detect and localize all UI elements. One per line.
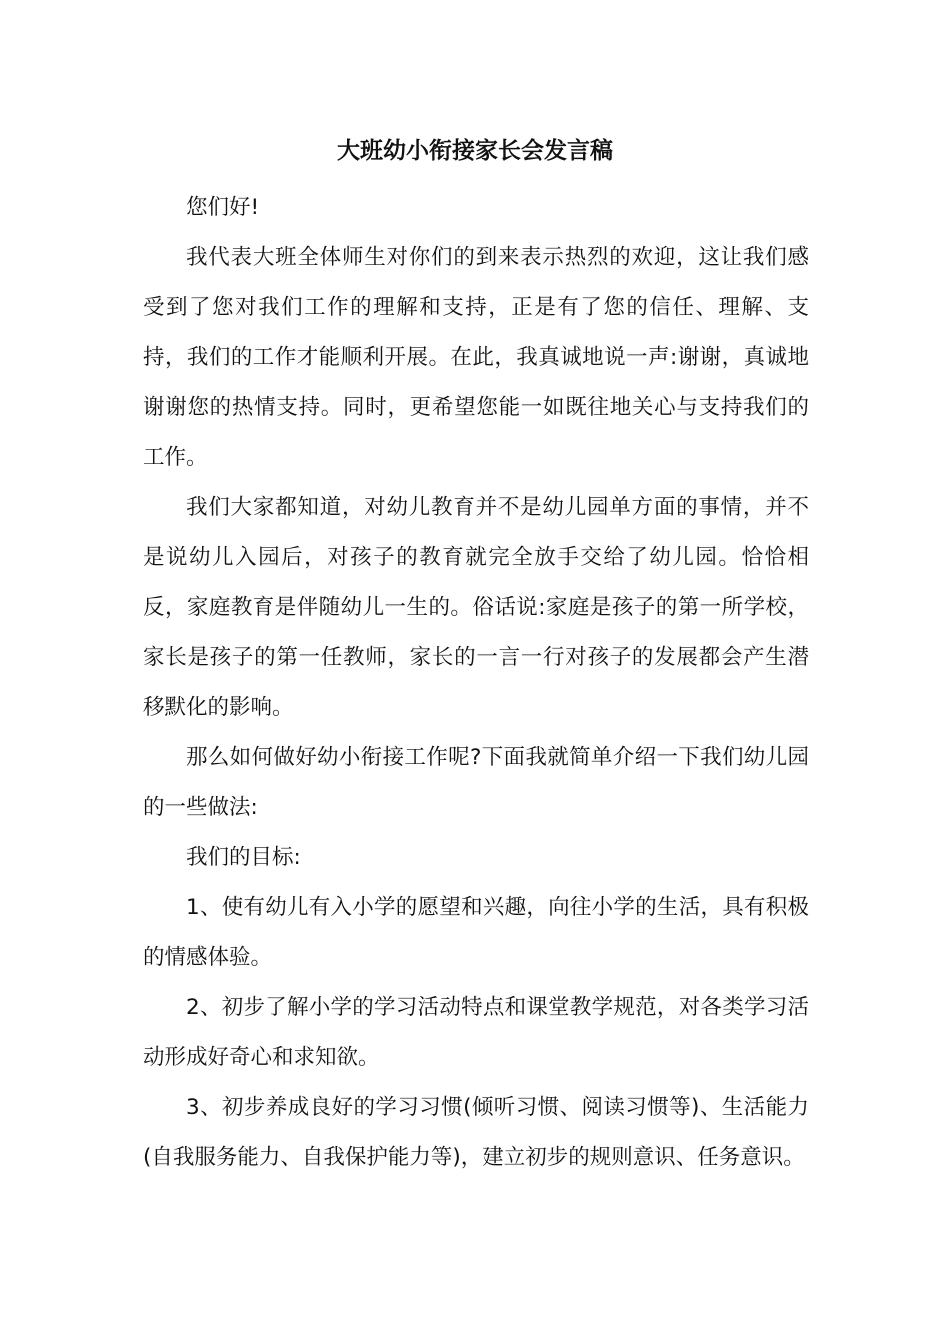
document-title: 大班幼小衔接家长会发言稿 [337, 138, 613, 164]
method-intro-paragraph: 那么如何做好幼小衔接工作呢?下面我就简单介绍一下我们幼儿园的一些做法: [143, 745, 809, 820]
welcome-paragraph: 我代表大班全体师生对你们的到来表示热烈的欢迎，这让我们感受到了您对我们工作的理解和支持，正是有了您的信任、理解、支持，我们的工作才能顺利开展。在此，我真诚地说一声:谢谢，真诚地谢谢您的热情支持。同时，更希望您能一如既往地关心与支持我们的工作。 [143, 245, 809, 470]
family-education-paragraph: 我们大家都知道，对幼儿教育并不是幼儿园单方面的事情，并不是说幼儿入园后，对孩子的教育就完全放手交给了幼儿园。恰恰相反，家庭教育是伴随幼儿一生的。俗话说:家庭是孩子的第一所学校，家长是孩子的第一任教师，家长的一言一行对孩子的发展都会产生潜移默化的影响。 [143, 495, 809, 720]
goals-heading: 我们的目标: [186, 845, 301, 870]
greeting-paragraph: 您们好! [186, 195, 260, 220]
document-body [143, 183, 809, 1183]
goal-item-3: 3、初步养成良好的学习习惯(倾听习惯、阅读习惯等)、生活能力(自我服务能力、自我保护能力等)，建立初步的规则意识、任务意识。 [143, 1095, 809, 1170]
goal-item-1: 1、使有幼儿有入小学的愿望和兴趣，向往小学的生活，具有积极的情感体验。 [143, 895, 809, 970]
goal-item-2: 2、初步了解小学的学习活动特点和课堂教学规范，对各类学习活动形成好奇心和求知欲。 [143, 995, 809, 1070]
